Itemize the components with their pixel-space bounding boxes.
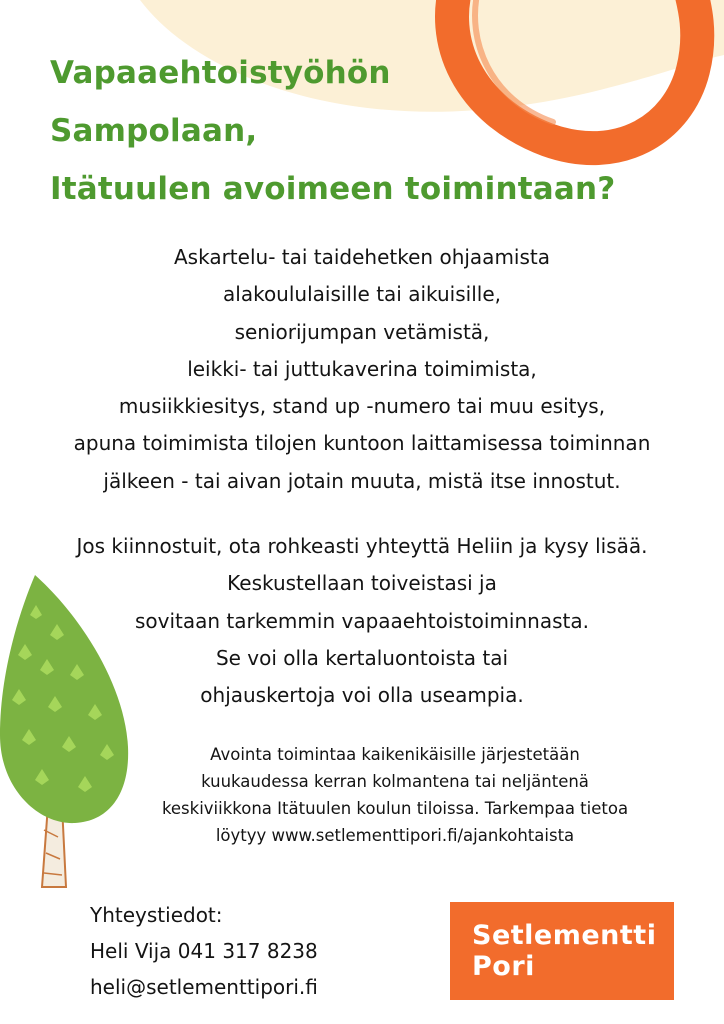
activities-line: jälkeen - tai aivan jotain muuta, mistä itse innostut. (103, 468, 621, 493)
contact-email: heli@setlementtipori.fi (90, 975, 318, 999)
contact-heading: Yhteystiedot: (90, 903, 223, 927)
schedule-line: keskiviikkona Itätuulen koulun tiloissa. Tarkempaa tietoa (161, 799, 629, 818)
activities-paragraph (10, 239, 714, 500)
page-title (50, 44, 615, 218)
invite-line: Keskustellaan toiveistasi ja (227, 571, 497, 596)
logo-line-2: Pori (472, 951, 535, 982)
schedule-line: löytyy www.setlementtipori.fi/ajankohtaista (215, 826, 575, 845)
schedule-line: kuukaudessa kerran kolmantena tai neljäntenä (201, 772, 589, 791)
activities-line: leikki- tai juttukaverina toimimista, (187, 356, 537, 381)
activities-line: musiikkiesitys, stand up -numero tai muu esitys, (118, 394, 606, 419)
activities-line: apuna toimimista tilojen kuntoon laittamisessa toiminnan (73, 431, 651, 456)
contact-details (90, 897, 318, 1005)
schedule-line: Avointa toimintaa kaikenikäisille järjestetään (210, 745, 580, 764)
activities-line: alakoululaisille tai aikuisille, (223, 282, 501, 307)
invite-line: Jos kiinnostuit, ota rohkeasti yhteyttä Heliin ja kysy lisää. (76, 534, 648, 558)
title-line: Sampolaan, (50, 113, 258, 149)
setlementti-pori-logo (450, 902, 674, 1000)
invite-line: ohjauskertoja voi olla useampia. (200, 683, 524, 708)
activities-line: seniorijumpan vetämistä, (234, 319, 490, 344)
invite-line: sovitaan tarkemmin vapaaehtoistoiminnasta. (135, 608, 589, 633)
logo-line-1: Setlementti (472, 920, 657, 951)
activities-line: Askartelu- tai taidehetken ohjaamista (174, 245, 550, 269)
contact-name-phone: Heli Vija 041 317 8238 (90, 939, 318, 963)
schedule-paragraph (100, 741, 690, 849)
title-line: Itätuulen avoimeen toimintaan? (50, 171, 616, 207)
title-line: Vapaaehtoistyöhön (50, 55, 391, 91)
invite-line: Se voi olla kertaluontoista tai (215, 645, 509, 670)
